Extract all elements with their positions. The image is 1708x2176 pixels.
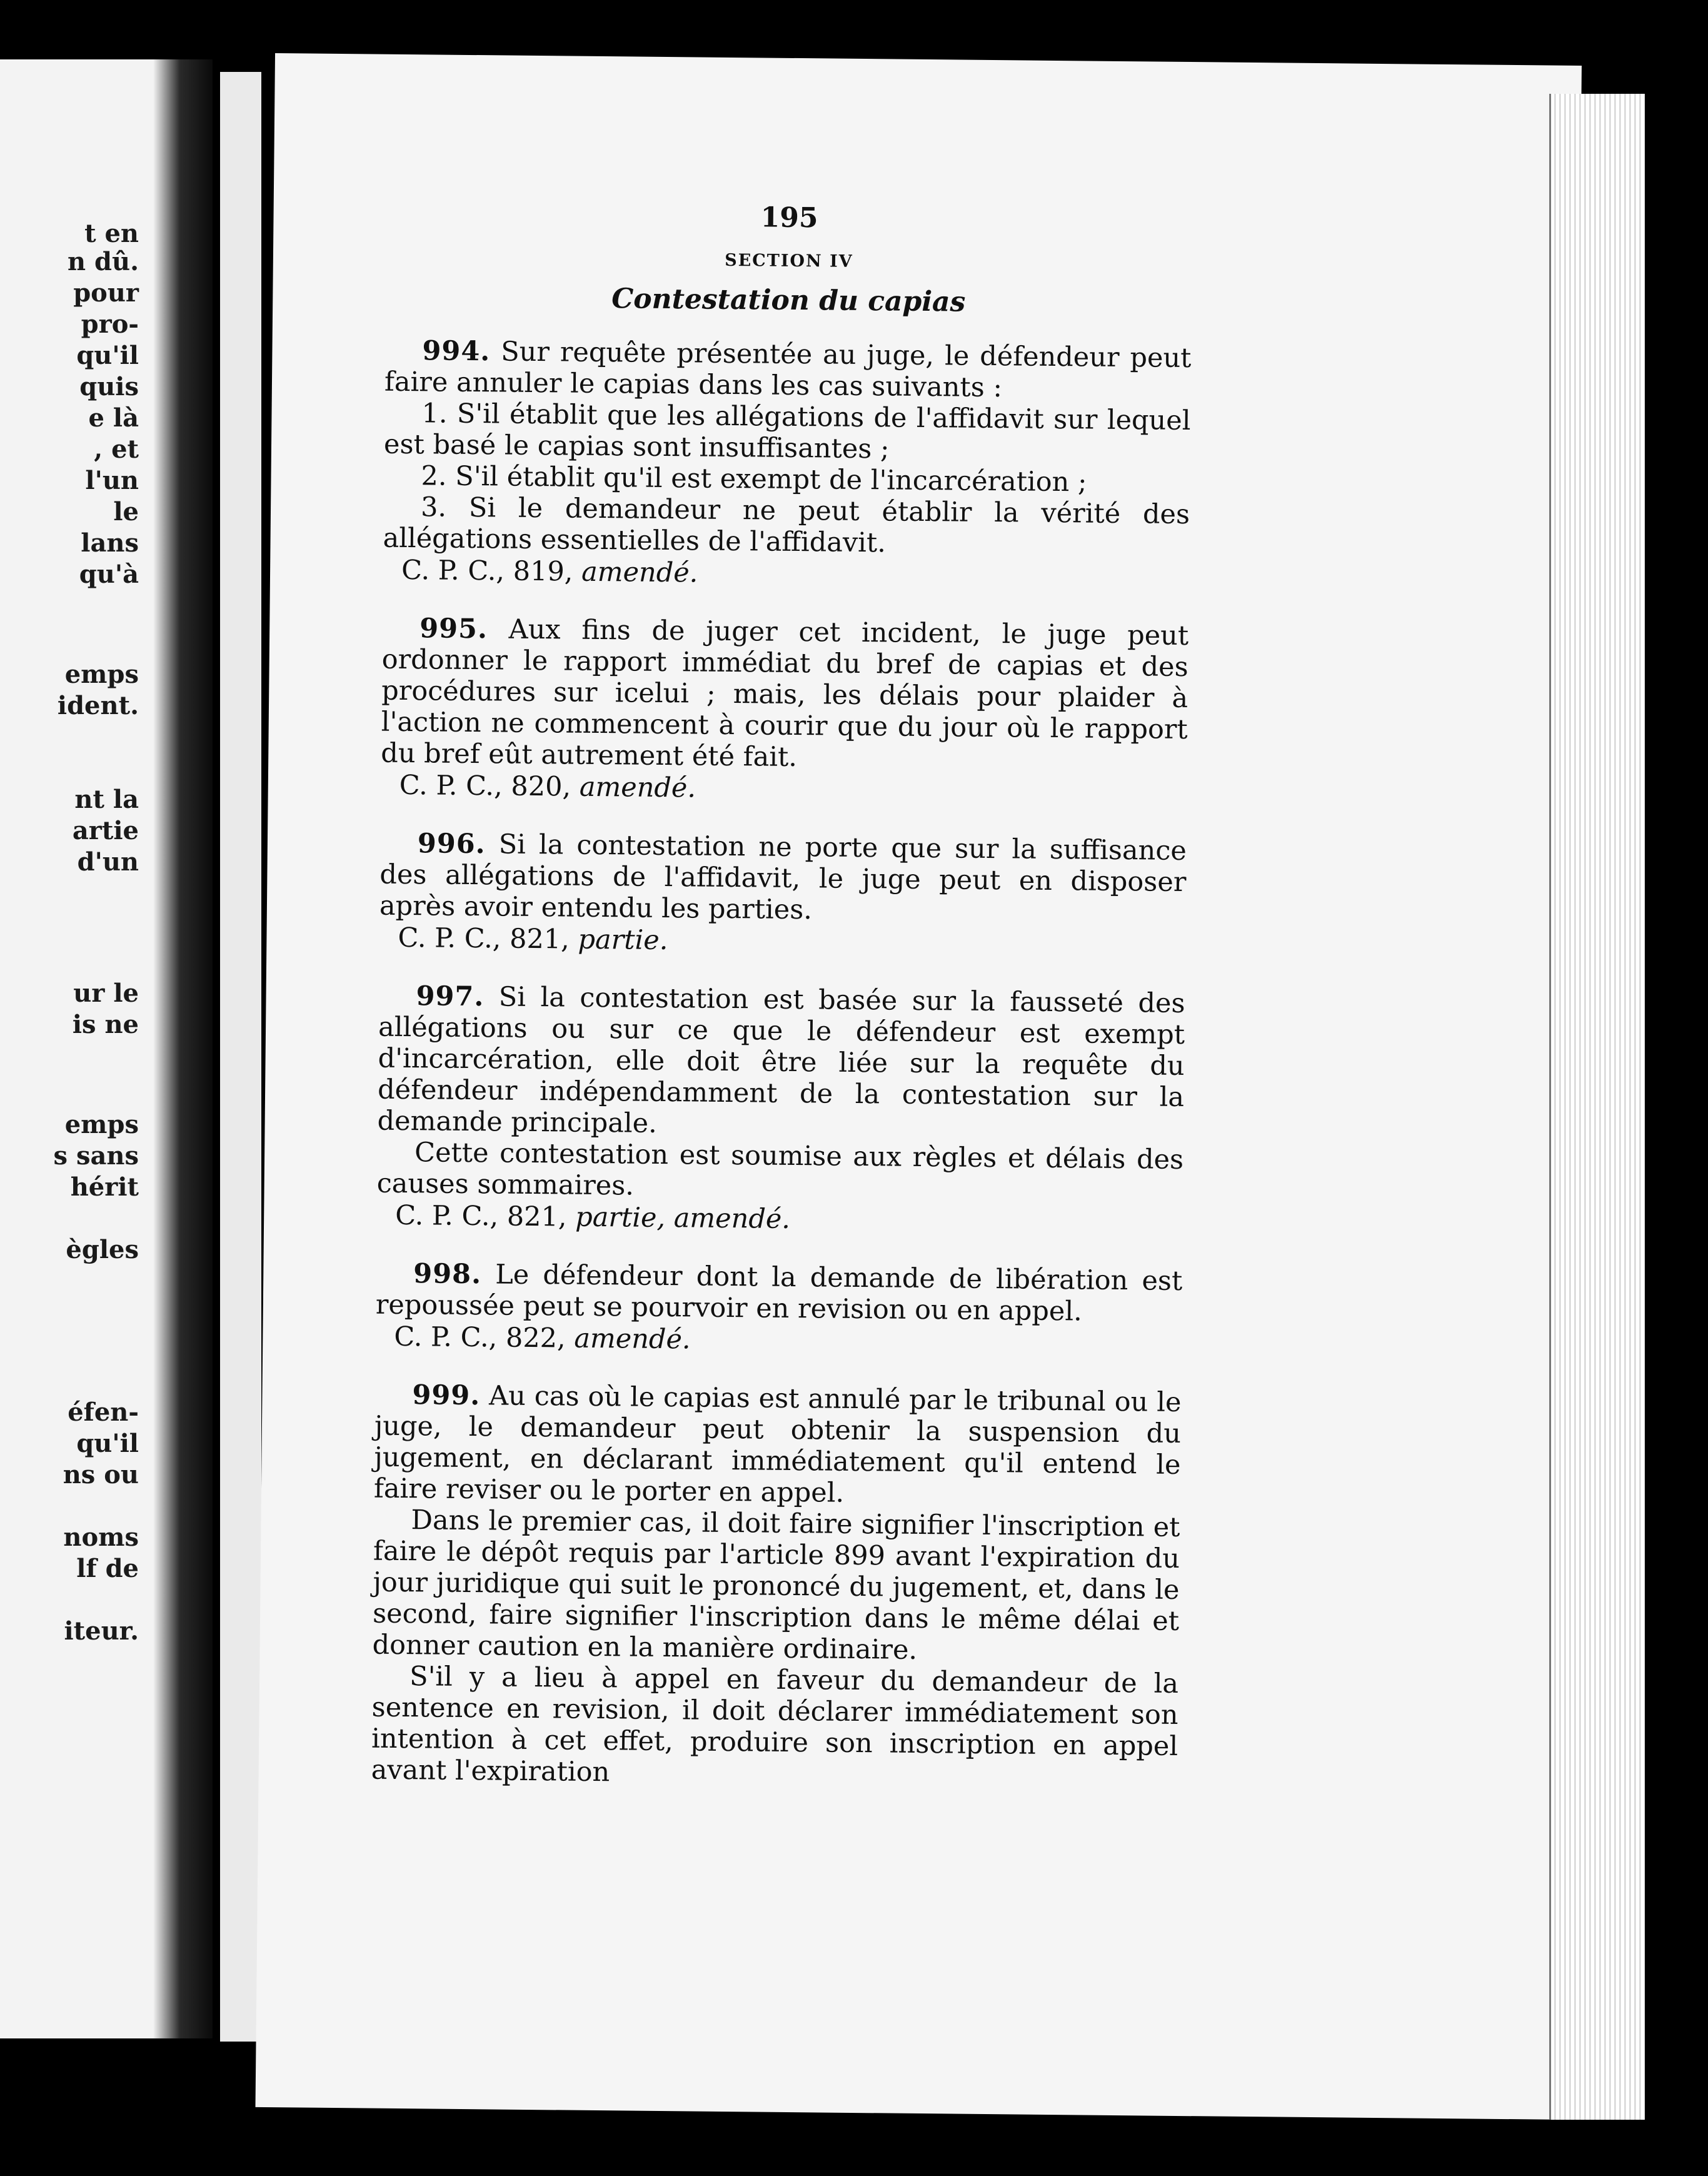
left-page-fragment: e là <box>88 403 139 433</box>
left-page-fragment: ègles <box>66 1235 139 1264</box>
section-title: Contestation du capias <box>611 283 966 318</box>
article-item: 3. Si le demandeur ne peut établir la vérité des allégations essentielles de l'affidavit. <box>383 491 1190 559</box>
reference-code: C. P. C., 822, <box>394 1321 566 1354</box>
left-page-fragment: ns ou <box>63 1460 139 1489</box>
left-page-fragment: t en <box>84 219 139 248</box>
article-paragraph: Dans le premier cas, il doit faire signifier l'inscription et faire le dépôt requis par l'article 899 avant l'expiration du jour juridique qui suit le prononcé du jugement, et, dans le second, faire signifier l'inscription dans le même délai et donner caution en la manière ordinaire. <box>372 1504 1180 1666</box>
left-page-fragment: noms <box>63 1523 139 1552</box>
article-reference <box>379 922 1185 962</box>
left-page-fragment: is ne <box>72 1010 139 1039</box>
article-item: 1. S'il établit que les allégations de l'affidavit sur lequel est basé le capias sont insuffisantes ; <box>383 398 1191 465</box>
article-paragraph: Cette contestation est soumise aux règles et délais des causes sommaires. <box>376 1137 1184 1202</box>
article-number: 997. <box>416 980 485 1013</box>
article-996 <box>379 828 1187 962</box>
left-page-fragment: d'un <box>77 847 139 877</box>
article-999 <box>371 1379 1181 1793</box>
article-reference <box>381 769 1187 809</box>
reference-note: amendé. <box>581 556 698 589</box>
article-text <box>381 613 1188 777</box>
article-paragraph: S'il y a lieu à appel en faveur du demandeur de la sentence en revision, il doit déclarer immédiatement son intention à cet effet, produire son inscription en appel avant l'expiration <box>371 1661 1179 1788</box>
left-page-fragment: qu'il <box>76 1429 139 1458</box>
left-page-fragment: lf de <box>76 1554 139 1583</box>
article-body: Au cas où le capias est annulé par le tribunal ou le juge, le demandeur peut obtenir la suspension du jugement, en déclarant immédiatement qu'il entend le faire reviser ou le porter en appel. <box>373 1380 1182 1509</box>
left-page-fragment: hérit <box>70 1172 139 1202</box>
reference-note: amendé. <box>579 771 696 804</box>
article-body: Sur requête présentée au juge, le défendeur peut faire annuler le capias dans les cas suivants : <box>384 336 1192 404</box>
left-page-fragment: ident. <box>57 691 139 720</box>
left-page-fragment: l'un <box>85 466 139 495</box>
article-body: Si la contestation ne porte que sur la suffisance des allégations de l'affidavit, le juge peut en disposer après avoir entendu les parties. <box>379 829 1187 926</box>
book-page <box>256 53 1582 2120</box>
reference-note: amendé. <box>574 1322 691 1356</box>
reference-code: C. P. C., 821, <box>394 1199 567 1233</box>
left-page-fragment: nt la <box>74 785 139 814</box>
reference-note: partie, amendé. <box>575 1201 791 1235</box>
article-998 <box>375 1258 1182 1361</box>
article-994 <box>383 335 1192 594</box>
article-body: Aux fins de juger cet incident, le juge peut ordonner le rapport immédiat du bref de capias et des procédures sur icelui ; mais, les délais pour plaider à l'action ne commencent à courir que du jour où le rapport du bref eût autrement été fait. <box>381 613 1189 773</box>
reference-code: C. P. C., 821, <box>398 922 570 955</box>
left-page-fragment: , et <box>94 435 139 464</box>
left-page-fragment: le <box>113 497 139 526</box>
article-number: 996. <box>417 828 486 860</box>
article-number: 998. <box>413 1258 482 1291</box>
left-page-fragment: iteur. <box>64 1616 139 1646</box>
article-997 <box>376 980 1185 1239</box>
book-gutter-shadow <box>153 59 213 2038</box>
left-page-fragment: s sans <box>53 1141 139 1171</box>
page-number: 195 <box>760 201 818 234</box>
page-stack-edge <box>1549 94 1645 2120</box>
article-995 <box>381 613 1189 809</box>
left-facing-page <box>0 59 213 2038</box>
article-text <box>377 980 1185 1144</box>
left-page-fragment: qu'à <box>79 560 139 589</box>
left-page-fragment: pro- <box>81 310 139 339</box>
left-page-fragment: artie <box>72 816 139 845</box>
left-page-fragment: lans <box>81 528 139 558</box>
article-reference <box>376 1199 1183 1239</box>
article-number: 999. <box>412 1379 481 1412</box>
page-strip <box>220 72 261 2042</box>
left-page-fragment: ur le <box>73 979 139 1008</box>
section-heading: SECTION IV <box>725 250 853 271</box>
article-text <box>384 335 1192 405</box>
article-text <box>379 828 1187 929</box>
left-page-fragment: n dû. <box>68 247 139 276</box>
left-page-fragment: pour <box>73 278 139 308</box>
article-body: Si la contestation est basée sur la fausseté des allégations ou sur ce que le défendeur est exempt d'incarcération, elle doit être liée sur la requête du défendeur indépendamment de la contestation sur la demande principale. <box>377 981 1185 1139</box>
article-body: Le défendeur dont la demande de libération est repoussée peut se pourvoir en revision ou en appel. <box>375 1259 1183 1327</box>
article-text <box>376 1258 1183 1328</box>
reference-code: C. P. C., 820, <box>399 769 571 803</box>
left-page-fragment: emps <box>64 660 139 689</box>
article-item: 2. S'il établit qu'il est exempt de l'incarcération ; <box>421 460 1087 498</box>
page-content <box>371 198 1193 1820</box>
article-number: 994. <box>422 335 491 368</box>
left-page-fragment: quis <box>79 372 139 401</box>
left-page-fragment: qu'il <box>76 341 139 370</box>
reference-code: C. P. C., 819, <box>401 554 573 588</box>
reference-note: partie. <box>578 924 668 957</box>
article-number: 995. <box>419 613 488 645</box>
article-text <box>374 1379 1182 1512</box>
article-reference <box>383 554 1189 594</box>
left-page-fragment: emps <box>64 1110 139 1139</box>
left-page-fragment: éfen- <box>68 1398 139 1427</box>
